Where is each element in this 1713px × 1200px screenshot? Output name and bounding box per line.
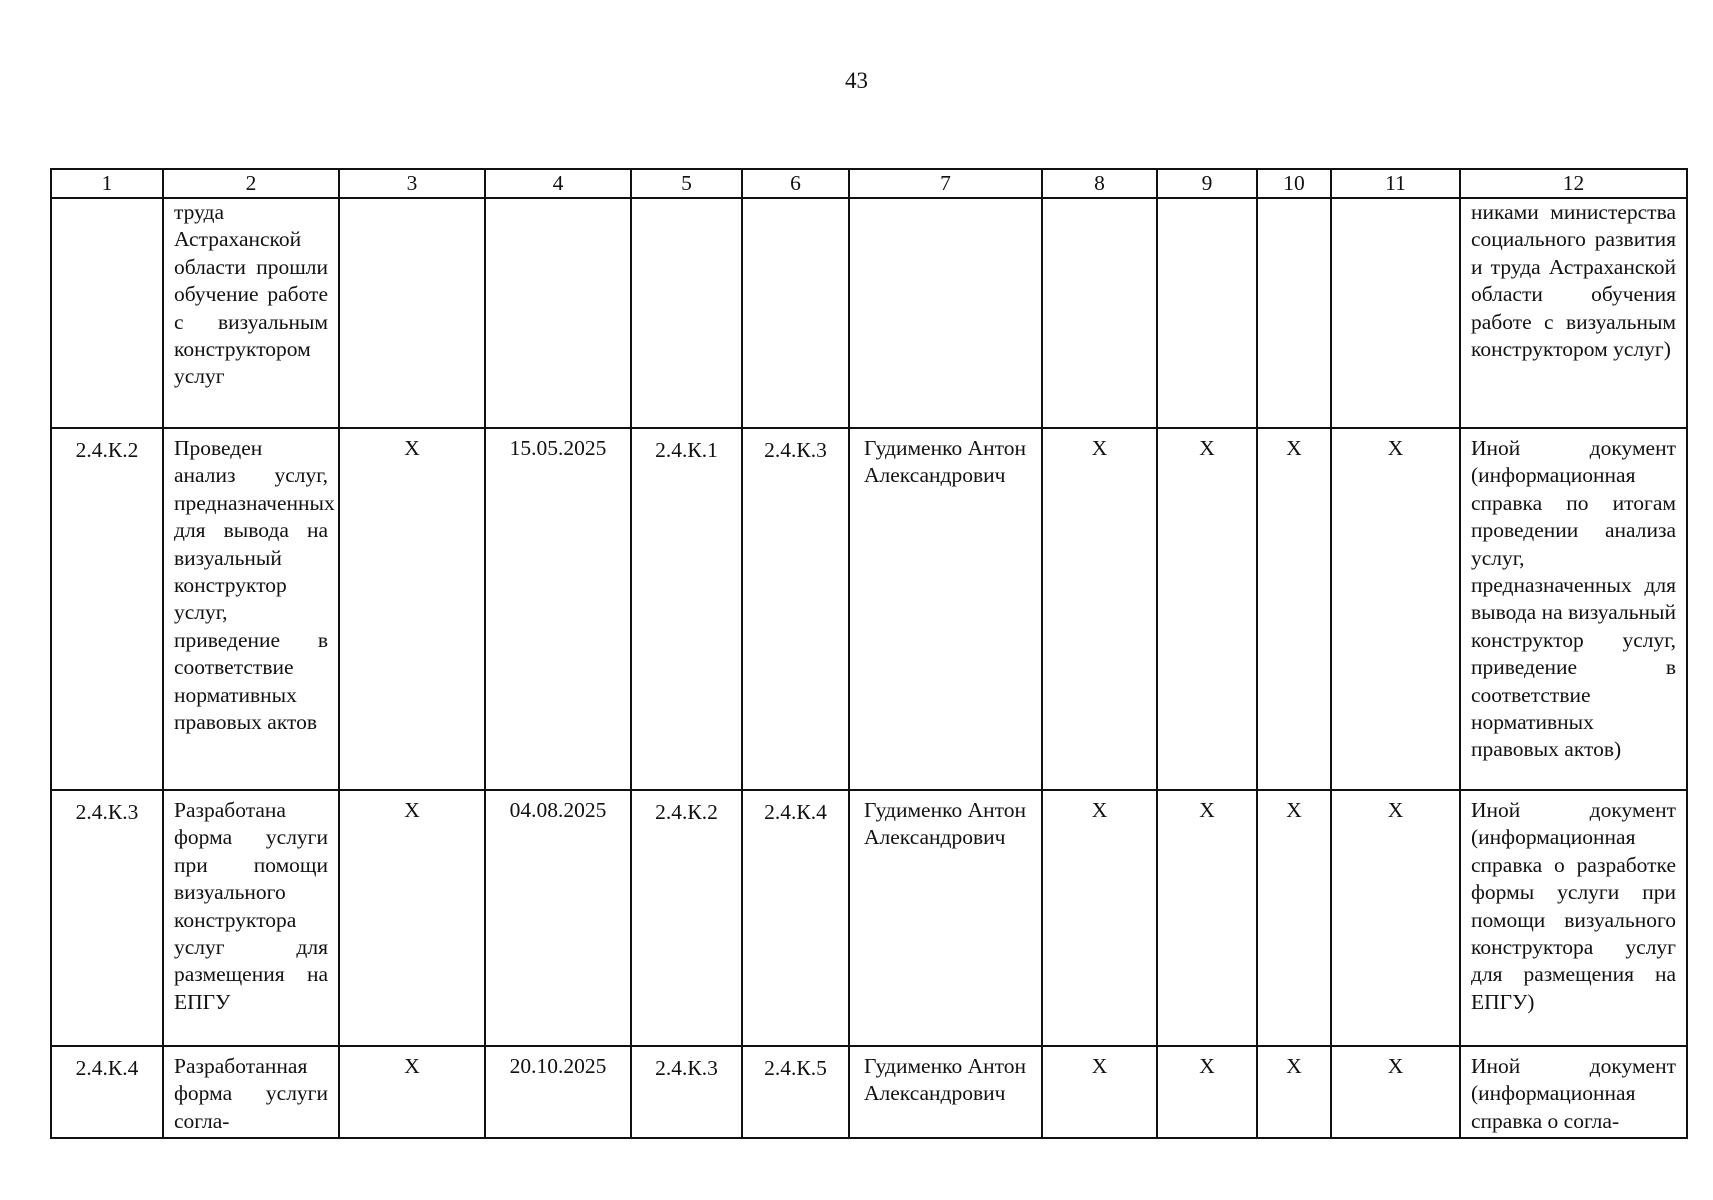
cell-next: 2.4.К.3	[742, 428, 849, 790]
cell-next: 2.4.К.5	[742, 1046, 849, 1138]
cell-document: Иной документ (информационная справка по итогам проведении анализа услуг, предназначенных для вывода на визуальный конструктор услуг, приведение в соответствие нормативных правовых актов)	[1460, 428, 1687, 790]
table-row	[51, 428, 1687, 790]
cell-date: 04.08.2025	[485, 790, 631, 1046]
cell-next: 2.4.К.4	[742, 790, 849, 1046]
cell-code: 2.4.К.3	[51, 790, 163, 1046]
cell-responsible: Гудименко Антон Александрович	[849, 790, 1042, 1046]
col-header-10: 10	[1257, 169, 1331, 198]
col-header-7: 7	[849, 169, 1042, 198]
cell-col10	[1257, 198, 1331, 428]
cell-document: Иной документ (информационная справка о согла-	[1460, 1046, 1687, 1138]
cell-code	[51, 198, 163, 428]
table-row	[51, 1046, 1687, 1138]
col-header-5: 5	[631, 169, 742, 198]
col-header-11: 11	[1331, 169, 1460, 198]
cell-col11: X	[1331, 1046, 1460, 1138]
cell-next	[742, 198, 849, 428]
cell-col3: X	[339, 1046, 485, 1138]
cell-code: 2.4.К.2	[51, 428, 163, 790]
cell-col9: X	[1157, 790, 1257, 1046]
plan-table	[50, 168, 1688, 1139]
header-row	[51, 169, 1687, 198]
cell-col11: X	[1331, 790, 1460, 1046]
continuation-row	[51, 198, 1687, 428]
cell-col9	[1157, 198, 1257, 428]
page-number: 43	[845, 68, 868, 93]
col-header-8: 8	[1042, 169, 1157, 198]
cell-col10: X	[1257, 428, 1331, 790]
col-header-3: 3	[339, 169, 485, 198]
col-header-9: 9	[1157, 169, 1257, 198]
cell-col11: X	[1331, 428, 1460, 790]
cell-col10: X	[1257, 1046, 1331, 1138]
cell-date: 20.10.2025	[485, 1046, 631, 1138]
cell-document: никами министерства социального развития и труда Астраханской области обучения работе с визуальным конструктором услуг)	[1460, 198, 1687, 428]
cell-responsible: Гудименко Антон Александрович	[849, 1046, 1042, 1138]
cell-col9: X	[1157, 1046, 1257, 1138]
cell-col8: X	[1042, 790, 1157, 1046]
col-header-4: 4	[485, 169, 631, 198]
cell-col3: X	[339, 790, 485, 1046]
cell-code: 2.4.К.4	[51, 1046, 163, 1138]
cell-responsible: Гудименко Антон Александрович	[849, 428, 1042, 790]
cell-col8	[1042, 198, 1157, 428]
cell-prev: 2.4.К.3	[631, 1046, 742, 1138]
cell-col8: X	[1042, 1046, 1157, 1138]
table-row	[51, 790, 1687, 1046]
cell-result: Разработанная форма услуги согла-	[163, 1046, 339, 1138]
cell-col9: X	[1157, 428, 1257, 790]
col-header-2: 2	[163, 169, 339, 198]
cell-result: Проведен анализ услуг, предназначенных для вывода на визуальный конструктор услуг, приведение в соответствие нормативных правовых актов	[163, 428, 339, 790]
cell-col10: X	[1257, 790, 1331, 1046]
cell-document: Иной документ (информационная справка о разработке формы услуги при помощи визуального конструктора услуг для размещения на ЕПГУ)	[1460, 790, 1687, 1046]
cell-prev	[631, 198, 742, 428]
cell-date	[485, 198, 631, 428]
cell-result: труда Астраханской области прошли обучение работе с визуальным конструктором услуг	[163, 198, 339, 428]
col-header-6: 6	[742, 169, 849, 198]
cell-col8: X	[1042, 428, 1157, 790]
cell-prev: 2.4.К.2	[631, 790, 742, 1046]
cell-date: 15.05.2025	[485, 428, 631, 790]
cell-col3: X	[339, 428, 485, 790]
cell-result: Разработана форма услуги при помощи визуального конструктора услуг для размещения на ЕПГУ	[163, 790, 339, 1046]
cell-col3	[339, 198, 485, 428]
col-header-12: 12	[1460, 169, 1687, 198]
col-header-1: 1	[51, 169, 163, 198]
cell-col11	[1331, 198, 1460, 428]
cell-responsible	[849, 198, 1042, 428]
cell-prev: 2.4.К.1	[631, 428, 742, 790]
